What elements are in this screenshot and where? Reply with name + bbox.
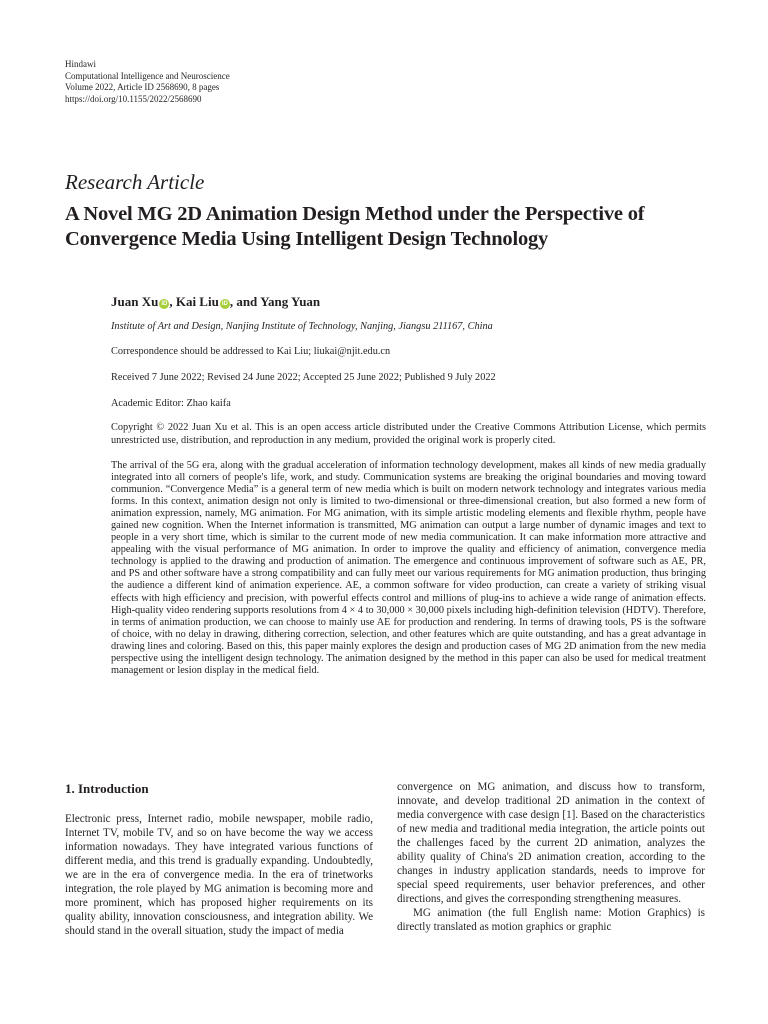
article-title: A Novel MG 2D Animation Design Method under the Perspective of Convergence Media Using Intelligent Design Technology	[65, 203, 645, 250]
body-column-left	[65, 780, 373, 938]
volume-info: Volume 2022, Article ID 2568690, 8 pages	[65, 82, 220, 92]
author-list	[111, 294, 320, 310]
author-name[interactable]: Juan Xu	[111, 294, 159, 309]
body-column-right	[397, 780, 705, 934]
copyright-notice: Copyright © 2022 Juan Xu et al. This is an open access article distributed under the Creative Commons Attribution License, which permits unrestricted use, distribution, and reproduction in any medium, provided the original work is properly cited.	[111, 422, 706, 446]
author-name[interactable]: Kai Liu	[175, 294, 219, 309]
academic-editor: Academic Editor: Zhao kaifa	[111, 398, 231, 409]
publisher-name: Hindawi	[65, 59, 96, 69]
doi-link[interactable]: https://doi.org/10.1155/2022/2568690	[65, 93, 202, 104]
article-type: Research Article	[65, 170, 205, 194]
publication-dates: Received 7 June 2022; Revised 24 June 2022; Accepted 25 June 2022; Published 9 July 2022	[111, 372, 496, 383]
author-separator: ,	[169, 294, 176, 309]
journal-name: Computational Intelligence and Neuroscience	[65, 70, 230, 81]
abstract: The arrival of the 5G era, along with the gradual acceleration of information technology development, makes all kinds of new media gradually integrated into all corners of people's life, work, and study. Communication systems are breaking the original boundaries and moving toward communion. “Convergence Media” is a general term of new media which is built on modern network technology and integrates various media forms. In this context, animation design not only is limited to two-dimensional or three-dimensional creation, but also formed a new form of animation expression, namely, MG animation. For MG animation, with its simple artistic modeling elements and flexible rhythm, people have gained new cognition. When the Internet information is transmitted, MG animation can output a large number of dynamic images and text to people in a very short time, which is similar to the current mode of new media communication. It can make information more attractive and appealing with the visual performance of MG animation. In order to improve the quality and efficiency of animation, convergence media technology is applied to the drawing and production of animation. The emergence and continuous improvement of software such as AE, PR, and PS and other software have a strong compatibility and can fully meet our various requirements for MG animation production, thus bringing the audience a different kind of animation experience. AE, a common software for video production, can create a variety of striking visual effects with high efficiency and precision, with powerful effects control and millions of plug-ins to achieve a wide range of animation effects. High-quality video rendering supports resolutions from 4 × 4 to 30,000 × 30,000 pixels including high-definition television (HDTV). Therefore, in terms of animation production, we can choose to mainly use AE for production and rendering. In terms of drawing tools, PS is the software of choice, with no delay in drawing, dithering correction, selection, and other features which are quite outstanding, and has a great advantage in drawing lines and coloring. Based on this, this paper mainly explores the design and production cases of MG 2D animation from the new media perspective using the intelligent design technology. The animation designed by the method in this paper can also be used for medical treatment management or lesion display in the medical field.	[111, 460, 706, 676]
affiliation: Institute of Art and Design, Nanjing Institute of Technology, Nanjing, Jiangsu 211167, China	[111, 321, 493, 332]
body-paragraph: Electronic press, Internet radio, mobile newspaper, mobile radio, Internet TV, mobile TV, and so on have become the way we access information nowadays. They have integrated various functions of different media, and this trend is gradually expanding. Undoubtedly, we are in the era of convergence media. In the era of trinetworks integration, the role played by MG animation is becoming more and more prominent, which has proposed higher requirements on its quality ability, innovation consciousness, and integration ability. We should stand in the overall situation, study the impact of media	[65, 813, 373, 937]
body-paragraph: convergence on MG animation, and discuss how to transform, innovate, and develop traditional 2D animation in the context of media convergence with case design [1]. Based on the characteristics of new media and traditional media integration, the article points out the challenges faced by the current 2D animation, analyzes the ability quality of China's 2D animation creation, according to the changes in industry application standards, needs to improve for special speed requirements, user behavior preferences, and other directions, and gives the corresponding strengthening measures.	[397, 781, 705, 905]
orcid-icon[interactable]: iD	[221, 301, 228, 307]
author-separator: , and	[229, 294, 261, 309]
journal-header	[65, 59, 230, 105]
orcid-icon[interactable]: iD	[161, 301, 168, 307]
section-heading: 1. Introduction	[65, 781, 149, 796]
author-name[interactable]: Yang Yuan	[260, 294, 321, 309]
body-paragraph: MG animation (the full English name: Motion Graphics) is directly translated as motion graphics or graphic	[397, 907, 705, 933]
correspondence: Correspondence should be addressed to Kai Liu; liukai@njit.edu.cn	[111, 346, 391, 357]
